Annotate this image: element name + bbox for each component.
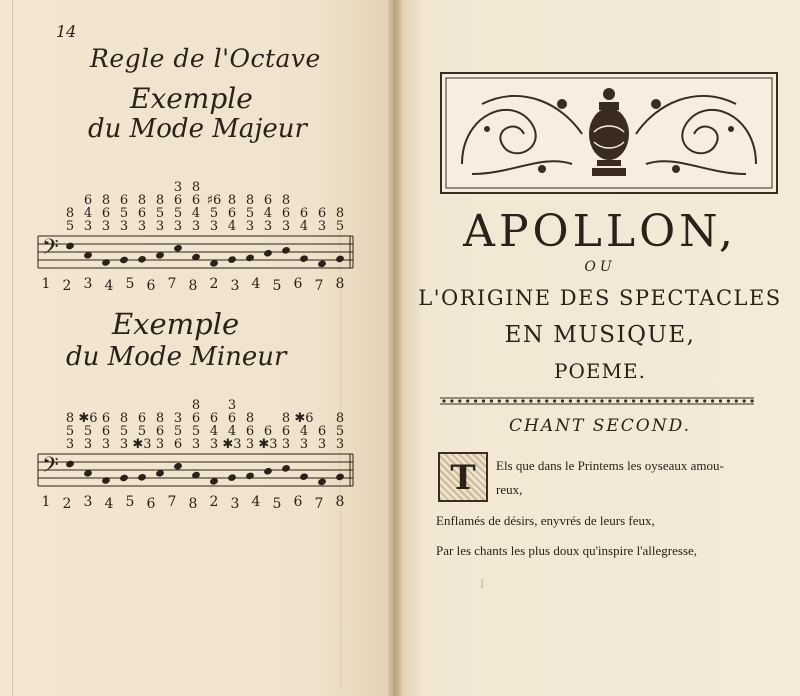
major-degree: 5 bbox=[272, 278, 282, 294]
major-figure: 3 bbox=[173, 180, 183, 195]
left-title-line1: Regle de l'Octave bbox=[90, 44, 321, 73]
minor-figure: 5 bbox=[119, 424, 129, 439]
subtitle-line1: L'ORIGINE DES SPECTACLES bbox=[418, 286, 782, 310]
verse-line-3: Enflamés de désirs, enyvrés de leurs feux, bbox=[436, 513, 655, 528]
minor-degree: 4 bbox=[104, 496, 114, 512]
minor-degree: 5 bbox=[125, 494, 135, 510]
major-figure: 5 bbox=[119, 206, 129, 221]
left-title-line2: Exemple bbox=[130, 82, 253, 115]
major-figure: 6 bbox=[281, 206, 291, 221]
minor-figure: 3 bbox=[101, 437, 111, 452]
major-degree: 3 bbox=[230, 278, 240, 294]
major-degree-numbers bbox=[42, 276, 345, 294]
drop-cap-letter: T bbox=[450, 458, 476, 498]
minor-note-head bbox=[119, 474, 129, 483]
rule-dot bbox=[679, 399, 682, 402]
rule-dot bbox=[458, 399, 461, 402]
minor-figure: 4 bbox=[227, 424, 237, 439]
minor-figure: 8 bbox=[155, 411, 165, 426]
minor-degree: 8 bbox=[188, 496, 198, 512]
major-degree: 2 bbox=[209, 276, 219, 292]
minor-degree: 3 bbox=[83, 494, 93, 510]
minor-degree: 2 bbox=[62, 496, 72, 512]
minor-degree: 8 bbox=[335, 494, 345, 510]
major-figure: 6 bbox=[83, 193, 93, 208]
minor-figure: ✱6 bbox=[78, 411, 98, 426]
minor-degree-numbers bbox=[42, 494, 345, 512]
major-note-head bbox=[317, 259, 327, 268]
rule-dot bbox=[577, 399, 580, 402]
minor-degree: 1 bbox=[41, 494, 51, 510]
minor-note-head bbox=[263, 467, 273, 476]
minor-title-line1: Exemple bbox=[112, 307, 240, 341]
rule-dot bbox=[648, 399, 651, 402]
title-conjunction: OU bbox=[584, 259, 616, 275]
minor-figure: 3 bbox=[227, 398, 237, 413]
minor-figure: 5 bbox=[335, 424, 345, 439]
major-figure: 6 bbox=[227, 206, 237, 221]
minor-figure: 5 bbox=[137, 424, 147, 439]
headpiece-ornament bbox=[440, 72, 778, 194]
major-figure: 3 bbox=[191, 219, 201, 234]
minor-mode-figured-bass bbox=[28, 396, 368, 544]
minor-figure: 3 bbox=[83, 437, 93, 452]
major-figure: 8 bbox=[281, 193, 291, 208]
minor-figure: 3 bbox=[299, 437, 309, 452]
major-figure: 3 bbox=[317, 219, 327, 234]
major-degree: 6 bbox=[146, 278, 156, 294]
major-degree: 4 bbox=[251, 276, 261, 292]
minor-degree: 7 bbox=[314, 496, 324, 512]
minor-figure: 6 bbox=[245, 424, 255, 439]
major-figure-numbers bbox=[66, 180, 344, 234]
subtitle-line3: POEME. bbox=[554, 359, 646, 383]
rule-dot bbox=[450, 399, 453, 402]
minor-figure: 3 bbox=[65, 437, 75, 452]
major-figure: 8 bbox=[155, 193, 165, 208]
major-figure: ♯6 bbox=[206, 193, 222, 208]
rule-dot bbox=[616, 399, 619, 402]
major-figure: 6 bbox=[299, 206, 309, 221]
book-title: APOLLON, bbox=[463, 206, 737, 257]
major-figure: 3 bbox=[245, 219, 255, 234]
major-figure: 6 bbox=[101, 206, 111, 221]
rule-dot bbox=[687, 399, 690, 402]
bass-clef-icon-minor: 𝄢 bbox=[42, 453, 59, 483]
major-figure: 4 bbox=[227, 219, 237, 234]
rule-dot bbox=[695, 399, 698, 402]
subtitle-line2: EN MUSIQUE, bbox=[504, 322, 696, 348]
minor-note-head bbox=[317, 477, 327, 486]
minor-degree: 2 bbox=[209, 494, 219, 510]
verse-line-1: Els que dans le Printems les oyseaux amou- bbox=[496, 458, 724, 473]
major-note-head bbox=[263, 249, 273, 258]
rule-dot bbox=[482, 399, 485, 402]
rule-dot bbox=[561, 399, 564, 402]
major-figure: 5 bbox=[155, 206, 165, 221]
rule-dot bbox=[600, 399, 603, 402]
major-figure: 3 bbox=[263, 219, 273, 234]
verse-line-4: Par les chants les plus doux qu'inspire l'allegresse, bbox=[436, 543, 698, 558]
major-degree: 2 bbox=[62, 278, 72, 294]
rule-dot bbox=[553, 399, 556, 402]
minor-figure: 4 bbox=[299, 424, 309, 439]
minor-figure: 6 bbox=[155, 424, 165, 439]
minor-figure-numbers bbox=[66, 398, 344, 452]
minor-figure: 8 bbox=[335, 411, 345, 426]
rule-dot bbox=[537, 399, 540, 402]
major-figure: 5 bbox=[209, 206, 219, 221]
major-degree: 6 bbox=[293, 276, 303, 292]
major-degree: 7 bbox=[314, 278, 324, 294]
major-figure: 6 bbox=[137, 206, 147, 221]
major-degree: 1 bbox=[41, 276, 51, 292]
major-note-head bbox=[119, 256, 129, 265]
bass-clef-icon: 𝄢 bbox=[42, 235, 59, 265]
page-number: 14 bbox=[56, 22, 77, 41]
major-figure: 6 bbox=[191, 193, 201, 208]
minor-figure: 3 bbox=[281, 437, 291, 452]
minor-figure: 3 bbox=[173, 411, 183, 426]
major-figure: 6 bbox=[317, 206, 327, 221]
page-edge-line bbox=[12, 0, 13, 696]
rule-dot bbox=[521, 399, 524, 402]
minor-figure: 5 bbox=[83, 424, 93, 439]
major-figure: 8 bbox=[227, 193, 237, 208]
minor-figure: 3 bbox=[245, 437, 255, 452]
major-note-head bbox=[227, 255, 237, 264]
minor-figure: 6 bbox=[281, 424, 291, 439]
major-staff bbox=[38, 236, 353, 268]
rule-dot bbox=[474, 399, 477, 402]
rule-dot bbox=[672, 399, 675, 402]
decorative-rule-icon bbox=[440, 396, 754, 406]
minor-figure: 6 bbox=[137, 411, 147, 426]
major-note-head bbox=[281, 246, 291, 255]
rule-dot bbox=[703, 399, 706, 402]
minor-degree: 6 bbox=[146, 496, 156, 512]
major-figure: 6 bbox=[173, 193, 183, 208]
major-degree: 4 bbox=[104, 278, 114, 294]
minor-degree: 4 bbox=[251, 494, 261, 510]
rule-dot bbox=[490, 399, 493, 402]
minor-figure: 6 bbox=[317, 424, 327, 439]
minor-degree: 7 bbox=[167, 494, 177, 510]
major-note-head bbox=[299, 254, 309, 263]
minor-figure: 3 bbox=[209, 437, 219, 452]
minor-figure: 3 bbox=[191, 437, 201, 452]
minor-degree: 5 bbox=[272, 496, 282, 512]
major-note-head bbox=[173, 244, 183, 253]
rule-dot bbox=[593, 399, 596, 402]
major-note-head bbox=[245, 254, 255, 263]
minor-figure: 6 bbox=[209, 411, 219, 426]
major-degree: 5 bbox=[125, 276, 135, 292]
minor-staff bbox=[38, 454, 353, 486]
major-note-head bbox=[101, 258, 111, 267]
rule-dot bbox=[664, 399, 667, 402]
minor-figure: 5 bbox=[65, 424, 75, 439]
minor-note-head bbox=[101, 476, 111, 485]
minor-figure: 6 bbox=[227, 411, 237, 426]
major-degree: 7 bbox=[167, 276, 177, 292]
minor-note-head bbox=[173, 462, 183, 471]
major-figure: 3 bbox=[101, 219, 111, 234]
minor-figure: ✱3 bbox=[132, 437, 152, 452]
rule-dot bbox=[514, 399, 517, 402]
major-note-head bbox=[335, 255, 345, 264]
major-degree: 8 bbox=[188, 278, 198, 294]
major-figure: 3 bbox=[155, 219, 165, 234]
minor-note-head bbox=[299, 472, 309, 481]
minor-notes bbox=[65, 460, 345, 487]
minor-figure: 4 bbox=[209, 424, 219, 439]
minor-note-head bbox=[245, 472, 255, 481]
minor-note-head bbox=[335, 473, 345, 482]
rule-dot bbox=[640, 399, 643, 402]
major-figure: 6 bbox=[119, 193, 129, 208]
major-note-head bbox=[65, 242, 75, 251]
minor-figure: ✱6 bbox=[294, 411, 314, 426]
minor-figure: 6 bbox=[191, 411, 201, 426]
major-note-head bbox=[137, 255, 147, 264]
rule-dot bbox=[743, 399, 746, 402]
rule-dot bbox=[466, 399, 469, 402]
minor-figure: 3 bbox=[335, 437, 345, 452]
major-figure: 5 bbox=[173, 206, 183, 221]
major-figure: 3 bbox=[83, 219, 93, 234]
major-degree: 8 bbox=[335, 276, 345, 292]
major-figure: 3 bbox=[209, 219, 219, 234]
rule-dot bbox=[727, 399, 730, 402]
rule-dot bbox=[719, 399, 722, 402]
major-figure: 5 bbox=[65, 219, 75, 234]
major-figure: 8 bbox=[65, 206, 75, 221]
rule-dot bbox=[498, 399, 501, 402]
rule-dot bbox=[585, 399, 588, 402]
major-mode-figured-bass bbox=[28, 176, 368, 316]
rule-dot bbox=[711, 399, 714, 402]
minor-figure: 6 bbox=[263, 424, 273, 439]
minor-figure: 8 bbox=[245, 411, 255, 426]
minor-degree: 3 bbox=[230, 496, 240, 512]
rule-dot bbox=[608, 399, 611, 402]
major-figure: 4 bbox=[83, 206, 93, 221]
verse-line-2: reux, bbox=[496, 482, 523, 497]
minor-note-head bbox=[227, 473, 237, 482]
major-figure: 4 bbox=[191, 206, 201, 221]
drop-cap bbox=[438, 452, 488, 502]
rule-dot bbox=[545, 399, 548, 402]
left-title-line3: du Mode Majeur bbox=[88, 114, 307, 144]
minor-figure: 3 bbox=[317, 437, 327, 452]
major-figure: 4 bbox=[299, 219, 309, 234]
chant-heading: CHANT SECOND. bbox=[508, 416, 692, 436]
minor-title-line2: du Mode Mineur bbox=[66, 342, 287, 372]
major-notes bbox=[65, 242, 345, 269]
minor-figure: 5 bbox=[173, 424, 183, 439]
rule-dot bbox=[529, 399, 532, 402]
rule-dot bbox=[624, 399, 627, 402]
minor-figure: 5 bbox=[191, 424, 201, 439]
minor-figure: ✱3 bbox=[222, 437, 242, 452]
rule-dot bbox=[751, 399, 754, 402]
minor-figure: 6 bbox=[101, 411, 111, 426]
minor-figure: 6 bbox=[101, 424, 111, 439]
major-figure: 3 bbox=[119, 219, 129, 234]
acanthus-vase-ornament-icon bbox=[442, 74, 776, 192]
minor-figure: 8 bbox=[65, 411, 75, 426]
minor-figure: 8 bbox=[281, 411, 291, 426]
book-gutter bbox=[388, 0, 404, 696]
major-degree: 3 bbox=[83, 276, 93, 292]
major-figure: 8 bbox=[245, 193, 255, 208]
minor-note-head bbox=[281, 464, 291, 473]
major-figure: 4 bbox=[263, 206, 273, 221]
rule-dot bbox=[506, 399, 509, 402]
major-figure: 6 bbox=[263, 193, 273, 208]
major-figure: 8 bbox=[137, 193, 147, 208]
major-figure: 8 bbox=[101, 193, 111, 208]
minor-note-head bbox=[65, 460, 75, 469]
major-figure: 5 bbox=[335, 219, 345, 234]
minor-figure: ✱3 bbox=[258, 437, 278, 452]
rule-dot bbox=[569, 399, 572, 402]
major-figure: 3 bbox=[281, 219, 291, 234]
minor-note-head bbox=[137, 473, 147, 482]
minor-figure: 3 bbox=[155, 437, 165, 452]
catchword: I bbox=[480, 576, 485, 591]
major-figure: 8 bbox=[191, 180, 201, 195]
rule-dot bbox=[442, 399, 445, 402]
rule-dot bbox=[632, 399, 635, 402]
minor-figure: 8 bbox=[191, 398, 201, 413]
minor-figure: 6 bbox=[173, 437, 183, 452]
minor-figure: 3 bbox=[119, 437, 129, 452]
major-figure: 8 bbox=[335, 206, 345, 221]
major-figure: 5 bbox=[245, 206, 255, 221]
major-figure: 3 bbox=[173, 219, 183, 234]
major-figure: 3 bbox=[137, 219, 147, 234]
minor-figure: 8 bbox=[119, 411, 129, 426]
rule-dot bbox=[735, 399, 738, 402]
rule-dot bbox=[656, 399, 659, 402]
minor-degree: 6 bbox=[293, 494, 303, 510]
